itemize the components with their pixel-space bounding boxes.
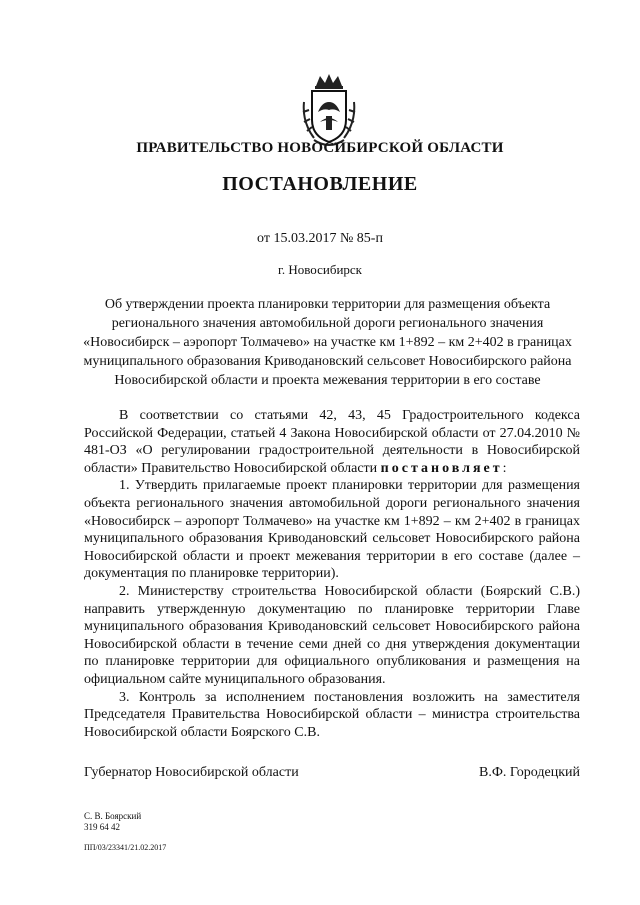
title-line: Новосибирской области и проекта межевания территории в его составе	[114, 373, 541, 388]
document-type: ПОСТАНОВЛЕНИЕ	[222, 173, 418, 195]
document-title	[80, 295, 575, 390]
item-2-paragraph: 2. Министерству строительства Новосибирской области (Боярский С.В.) направить утвержденную документацию по планировке территории Главе муниципального образования Криводановский сельсовет Новосибирского района Новосибирской области в течение семи дней со дня утверждения документации по планировке территории для официального опубликования и размещения на официальном сайте муниципального образования.	[84, 583, 580, 687]
title-line: регионального значения автомобильной дороги регионального значения	[111, 316, 544, 331]
city: г. Новосибирск	[277, 262, 362, 277]
executor-block	[84, 811, 141, 833]
title-line: муниципального образования Криводановский сельсовет Новосибирского района	[83, 354, 572, 369]
document-body	[84, 407, 580, 741]
intro-text: В соответствии со статьями 42, 43, 45 Градостроительного кодекса Российской Федерации, статьей 4 Закона Новосибирской области от 27.04.2010 № 481-ОЗ «О регулировании градостроительной деятельности в Новосибирской области» Правительство Новосибирской области	[84, 408, 580, 476]
item-1-paragraph: 1. Утвердить прилагаемые проект планировки территории для размещения объекта регионального значения автомобильной дороги регионального значения «Новосибирск – аэропорт Толмачево» на участке км 1+892 – км 2+402 в границах муниципального образования Криводановский сельсовет Новосибирского района Новосибирской области и проект межевания территории в его составе (далее – документация по планировке территории).	[84, 478, 580, 582]
organization-name: ПРАВИТЕЛЬСТВО НОВОСИБИРСКОЙ ОБЛАСТИ	[136, 140, 504, 156]
date-and-number: от 15.03.2017 № 85-п	[257, 231, 383, 246]
signatory-position: Губернатор Новосибирской области	[84, 765, 299, 780]
decree-word: постановляет	[380, 460, 503, 476]
intro-paragraph: В соответствии со статьями 42, 43, 45 Градостроительного кодекса Российской Федерации, статьей 4 Закона Новосибирской области от 27.04.2010 № 481-ОЗ «О регулировании градостроительной деятельности в Новосибирской области» Правительство Новосибирской области постановляет:	[84, 408, 580, 476]
item-3-paragraph: 3. Контроль за исполнением постановления возложить на заместителя Председателя Правительства Новосибирской области – министра строительства Новосибирской области Боярского С.В.	[84, 689, 580, 740]
signatory-name: В.Ф. Городецкий	[479, 765, 580, 780]
title-line: «Новосибирск – аэропорт Толмачево» на участке км 1+892 – км 2+402 в границах	[83, 335, 572, 350]
document-id: ПП/03/23341/21.02.2017	[84, 843, 167, 852]
coat-of-arms-emblem	[300, 72, 358, 150]
title-line: Об утверждении проекта планировки территории для размещения объекта	[104, 297, 551, 312]
executor-phone: 319 64 42	[84, 822, 120, 832]
executor-name: С. В. Боярский	[84, 811, 142, 821]
